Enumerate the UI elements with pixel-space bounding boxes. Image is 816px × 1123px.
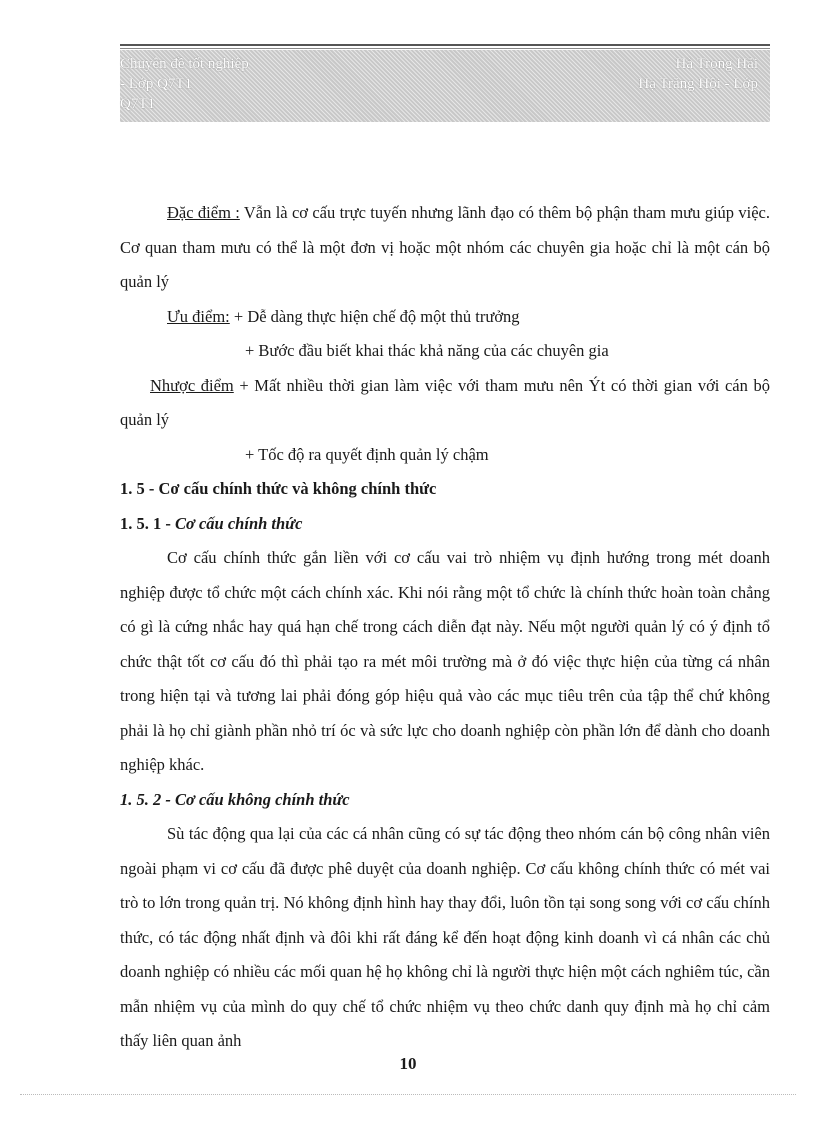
label-uu-diem: Ưu điểm: xyxy=(167,306,230,326)
nhuoc-diem-item-1: + Mất nhiều thời gian làm việc với tham mưu nên Ýt có thời gian với cán bộ quản lý xyxy=(120,375,770,429)
nhuoc-diem-line-2 xyxy=(120,438,770,473)
nhuoc-diem-line-1 xyxy=(120,369,770,438)
uu-diem-item-1: + Dễ dàng thực hiện chế độ một thủ trưởng xyxy=(229,306,520,326)
uu-diem-line-2 xyxy=(120,334,770,369)
header-left-line-1: Chuyên đề tốt nghiệp xyxy=(120,56,249,72)
heading-1-5-1 xyxy=(120,507,770,542)
paragraph-dac-diem xyxy=(120,196,770,300)
page-content xyxy=(120,196,770,1059)
paragraph-chinh-thuc: Cơ cấu chính thức gắn liền với cơ cấu vai trò nhiệm vụ định hướng trong mét doanh nghiệp được tổ chức một cách chính xác. Khi nói rằng một tổ chức là chính thức hoàn toàn chẳng có gì là cứng nhắc hay quá hạn chế trong cách diễn đạt này. Nếu một người quản lý có ý định tổ chức thật tốt cơ cấu đó thì phải tạo ra mét môi trường mà ở đó việc thực hiện của từng cá nhân trong hiện tại và tương lai phải đóng góp hiệu quả vào các mục tiêu trên của tập thể chứ không phải là họ chỉ giành phần nhỏ trí óc và sức lực cho doanh nghiệp còn phần lớn để dành cho doanh nghiệp khác. xyxy=(120,548,770,774)
header-right xyxy=(638,54,758,94)
header-left-line-3: Q7T1 xyxy=(120,96,155,112)
header-rule-thick xyxy=(120,44,770,46)
uu-diem-item-2: + Bước đầu biết khai thác khả năng của các chuyên gia xyxy=(245,341,609,360)
uu-diem-line-1 xyxy=(120,300,770,335)
header-left-line-2: - Lớp Q7T1 xyxy=(120,76,193,92)
running-header xyxy=(120,50,770,122)
dac-diem-text: Vẫn là cơ cấu trực tuyến nhưng lãnh đạo có thêm bộ phận tham mưu giúp việc. Cơ quan tham mưu có thể là một đơn vị hoặc một nhóm các chuyên gia hoặc chỉ là một cán bộ quản lý xyxy=(120,203,770,291)
header-left xyxy=(120,54,280,114)
header-right-line-1: Hà Trọng Hải xyxy=(675,56,758,72)
heading-1-5-1-num: 1. 5. 1 - xyxy=(120,513,175,533)
footer-dotted-rule xyxy=(20,1094,796,1095)
heading-1-5: 1. 5 - Cơ cấu chính thức và không chính thức xyxy=(120,479,437,498)
label-dac-diem: Đặc điểm : xyxy=(167,203,240,222)
heading-1-5-1-title: Cơ cấu chính thức xyxy=(175,513,303,533)
page-number: 10 xyxy=(399,1054,417,1073)
heading-1-5-2: 1. 5. 2 - Cơ cấu không chính thức xyxy=(120,789,350,809)
header-right-line-2: Hạ Trăng Hội - Lớp xyxy=(638,76,758,92)
header-rule-thin xyxy=(120,48,770,49)
nhuoc-diem-item-2: + Tốc độ ra quyết định quản lý chậm xyxy=(245,444,489,464)
paragraph-khong-chinh-thuc: Sù tác động qua lại của các cá nhân cũng có sự tác động theo nhóm cán bộ công nhân viên ngoài phạm vi cơ cấu đã được phê duyệt của doanh nghiệp. Cơ cấu không chính thức có mét vai trò to lớn trong quản trị. Nó không định hình hay thay đổi, luôn tồn tại song song với cơ cấu chính thức, có tác động nhất định và đôi khi rất đáng kể đến hoạt động kinh doanh vì cá nhân các chủ doanh nghiệp có nhiều các mối quan hệ họ không chỉ là người thực hiện một cách nghiêm túc, cần mẫn nhiệm vụ của mình do quy chế tổ chức nhiệm vụ theo chức danh quy định mà họ chỉ cảm thấy liên quan ảnh xyxy=(120,824,770,1050)
label-nhuoc-diem: Nhược điểm xyxy=(150,375,234,395)
